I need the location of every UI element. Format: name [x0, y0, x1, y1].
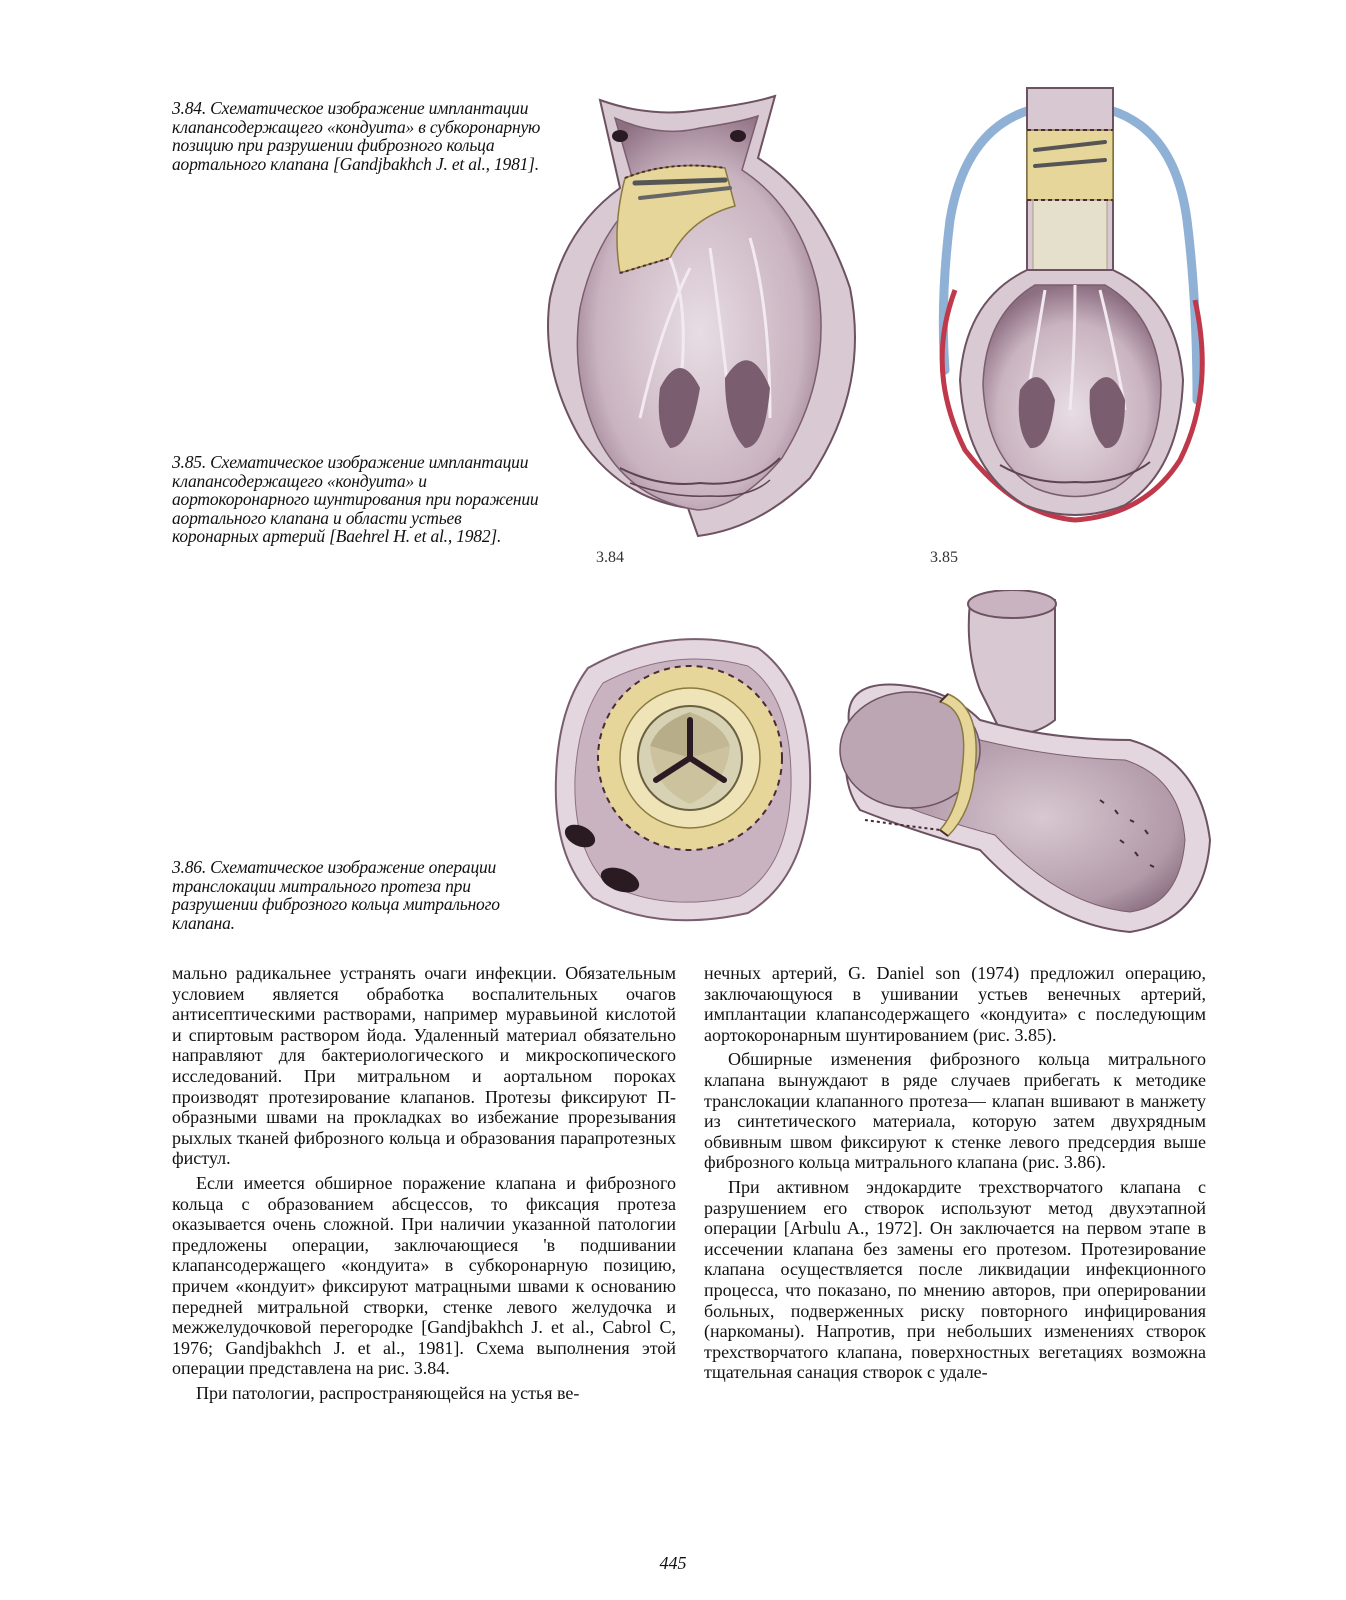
- caption-fig-3-85: 3.85. Схематическое изображение имплантации клапансодержащего «кондуита» и аортокоронарного шунтирования при поражении аортального клапана и области устьев коронарных артерий [Baehrel H. et al., 1982].: [172, 452, 539, 546]
- paragraph: При патологии, распространяющейся на устья ве-: [196, 1382, 580, 1403]
- page-number: 445: [659, 1553, 687, 1573]
- left-text-column: [172, 963, 676, 1403]
- paragraph: Обширные изменения фиброзного кольца митрального клапана вынуждают в ряде случаев прибегать к методике транслокации клапанного протеза— клапан вшивают в манжету из синтетического материала, которую затем двухрядным обвивным швом фиксируют к стенке левого предсердия выше фиброзного кольца митрального клапана (рис. 3.86).: [704, 1049, 1206, 1173]
- paragraph: мально радикальнее устранять очаги инфекции. Обязательным условием является обработка воспалительных очагов антисептическими растворами, например муравьиной кислотой и спиртовым раствором йода. Удаленный материал обязательно направляют для бактериологического и микроскопического исследований. При митральном и аортальном пороках производят протезирование клапанов. Протезы фиксируют П-образными швами на прокладках во избежание прорезывания рыхлых тканей фиброзного кольца и образования парапротезных фистул.: [172, 963, 676, 1169]
- figure-3-86-heart-illustration: [830, 590, 1220, 935]
- figure-3-86-valve-illustration: [548, 628, 818, 928]
- right-text-column: [704, 963, 1206, 1383]
- figure-label-3-85: 3.85: [930, 549, 958, 566]
- caption-fig-3-86: 3.86. Схематическое изображение операции транслокации митрального протеза при разрушении фиброзного кольца митрального клапана.: [172, 857, 500, 933]
- paragraph: нечных артерий, G. Daniel son (1974) предложил операцию, заключающуюся в ушивании устьев венечных артерий, имплантации клапансодержащего «кондуита» с последующим аортокоронарным шунтированием (рис. 3.85).: [704, 963, 1206, 1045]
- figure-label-3-84: 3.84: [596, 549, 624, 566]
- paragraph: Если имеется обширное поражение клапана и фиброзного кольца с образованием абсцессов, то фиксация протеза оказывается очень сложной. При наличии указанной патологии предложены операции, заключающиеся 'в подшивании клапансодержащего «кондуита» в субкоронарную позицию, причем «кондуит» фиксируют матрацными швами к основанию передней митральной створки, стенке левого желудочка и межжелудочковой перегородке [Gandjbakhch J. et al., Cabrol C, 1976; Gandjbakhch J. et al., 1981]. Схема выполнения этой операции представлена на рис. 3.84.: [172, 1172, 676, 1379]
- figure-3-85-illustration: [925, 70, 1215, 540]
- caption-fig-3-84: 3.84. Схематическое изображение имплантации клапансодержащего «кондуита» в субкоронарную позицию при разрушении фиброзного кольца аортального клапана [Gandjbakhch J. et al., 1981].: [172, 98, 541, 174]
- figure-3-84-illustration: [520, 88, 890, 543]
- paragraph: При активном эндокардите трехстворчатого клапана с разрушением его створок используют метод двухэтапной операции [Arbulu A., 1972]. Он заключается на первом этапе в иссечении клапана без замены его протезом. Протезирование клапана осуществляется после ликвидации инфекционного процесса, что показано, по мнению авторов, при оперировании больных, подверженных риску повторного инфицирования (наркоманы). Напротив, при небольших изменениях створок трехстворчатого клапана, поверхностных вегетациях возможна тщательная санация створок с удале-: [704, 1176, 1206, 1383]
